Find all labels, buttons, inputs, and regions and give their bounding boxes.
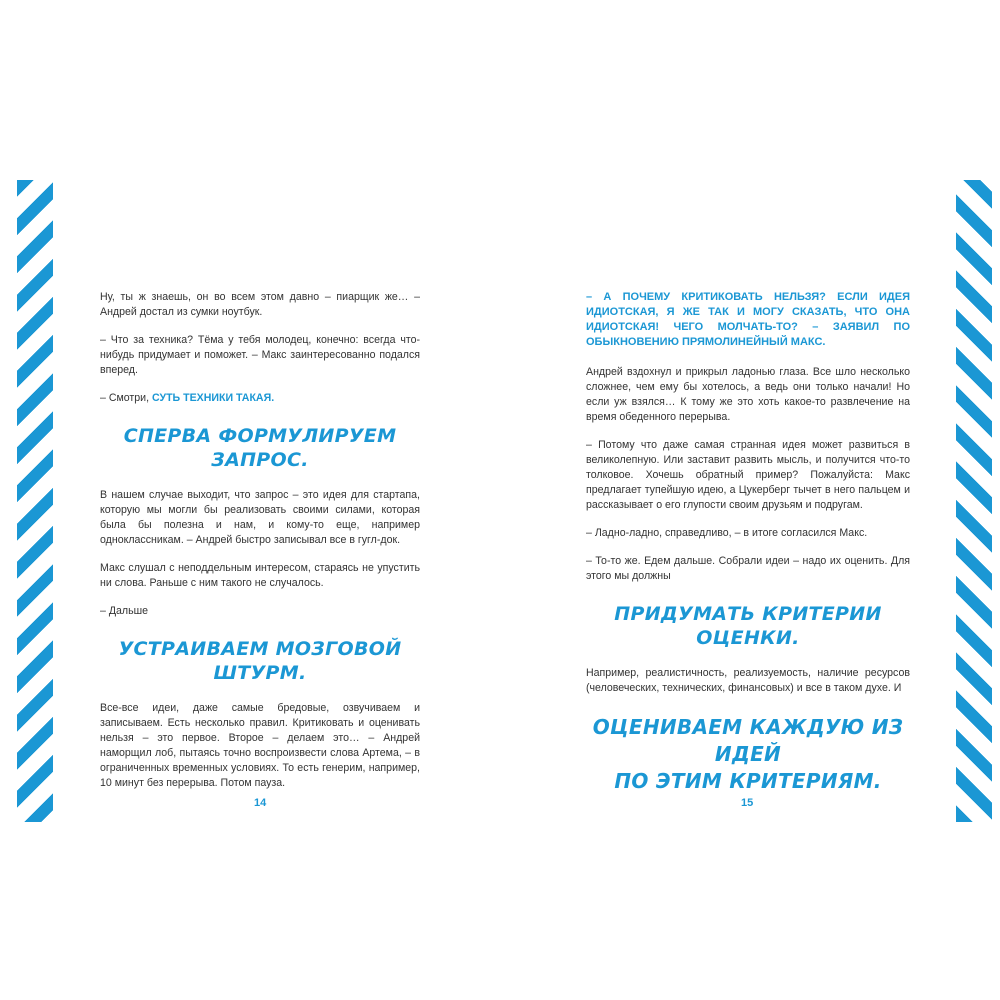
paragraph: Макс слушал с неподдельным интересом, стараясь не упустить ни слова. Раньше с ним такого не случалось. — [100, 562, 420, 589]
paragraph: Андрей вздохнул и прикрыл ладонью глаза. Все шло несколько сложнее, чем ему бы хотелось, а ведь они только начали! Но если уж взялся… К тому же это хоть какое-то развлечение на время обеденного перерыва. — [586, 366, 910, 423]
paragraph: – Потому что даже самая странная идея может развиться в великолепную. Или заставит развить мысль, и получится что-то толковое. Хочешь обратный пример? Пожалуйста: Макс предлагает тупейшую идею, а Цукерберг тычет в него пальцем и рассказывает о его глупости своим друзьям и подругам. — [586, 439, 910, 511]
section-heading: УСТРАИВАЕМ МОЗГОВОЙ ШТУРМ. — [118, 638, 402, 684]
left-page — [100, 290, 420, 804]
paragraph: – Дальше — [100, 605, 148, 617]
right-stripe-border — [956, 180, 992, 822]
heading-line: ОЦЕНИВАЕМ КАЖДУЮ ИЗ ИДЕЙ — [592, 715, 904, 766]
section-heading: СПЕРВА ФОРМУЛИРУЕМ ЗАПРОС. — [123, 425, 397, 471]
paragraph: Например, реалистичность, реализуемость, наличие ресурсов (человеческих, технических, финансовых) и все в таком духе. И — [586, 667, 910, 694]
highlight-text: СУТЬ ТЕХНИКИ ТАКАЯ. — [151, 392, 275, 404]
paragraph — [100, 391, 420, 406]
paragraph: – То-то же. Едем дальше. Собрали идеи – надо их оценить. Для этого мы должны — [586, 555, 910, 582]
paragraph: Все-все идеи, даже самые бредовые, озвучиваем и записываем. Есть несколько правил. Критиковать и оценивать нельзя – это первое. Второе – делаем это… – Андрей наморщил лоб, пытаясь точно воспроизвести слова Артема, – в ограниченных временных условиях. То есть генерим, например, 10 минут без перерыва. Потом пауза. — [100, 702, 420, 789]
paragraph-text: – Смотри, — [100, 392, 152, 404]
lead-paragraph: – А ПОЧЕМУ КРИТИКОВАТЬ НЕЛЬЗЯ? ЕСЛИ ИДЕЯ ИДИОТСКАЯ, Я ЖЕ ТАК И МОГУ СКАЗАТЬ, ЧТО ОНА ИДИОТСКАЯ! ЧЕГО МОЛЧАТЬ-ТО? – ЗАЯВИЛ ПО ОБЫКНОВЕНИЮ ПРЯМОЛИНЕЙНЫЙ МАКС. — [586, 291, 910, 348]
section-heading — [586, 714, 910, 795]
heading-line: ПО ЭТИМ КРИТЕРИЯМ. — [614, 769, 882, 793]
paragraph: – Ладно-ладно, справедливо, – в итоге согласился Макс. — [586, 527, 868, 539]
right-page — [586, 290, 910, 811]
paragraph: В нашем случае выходит, что запрос – это идея для стартапа, которую мы могли бы реализовать своими силами, которая была бы полезна и нам, и кому-то еще, например одноклассникам. – Андрей быстро записывал все в гугл-док. — [100, 489, 420, 546]
page-number-right: 15 — [741, 797, 754, 809]
paragraph: – Что за техника? Тёма у тебя молодец, конечно: всегда что-нибудь придумает и поможет. – Макс заинтересованно подался вперед. — [100, 334, 420, 376]
left-stripe-border — [17, 180, 53, 822]
page-number-left: 14 — [254, 797, 267, 809]
paragraph: Ну, ты ж знаешь, он во всем этом давно – пиарщик же… – Андрей достал из сумки ноутбук. — [100, 291, 420, 318]
section-heading: ПРИДУМАТЬ КРИТЕРИИ ОЦЕНКИ. — [614, 603, 882, 649]
